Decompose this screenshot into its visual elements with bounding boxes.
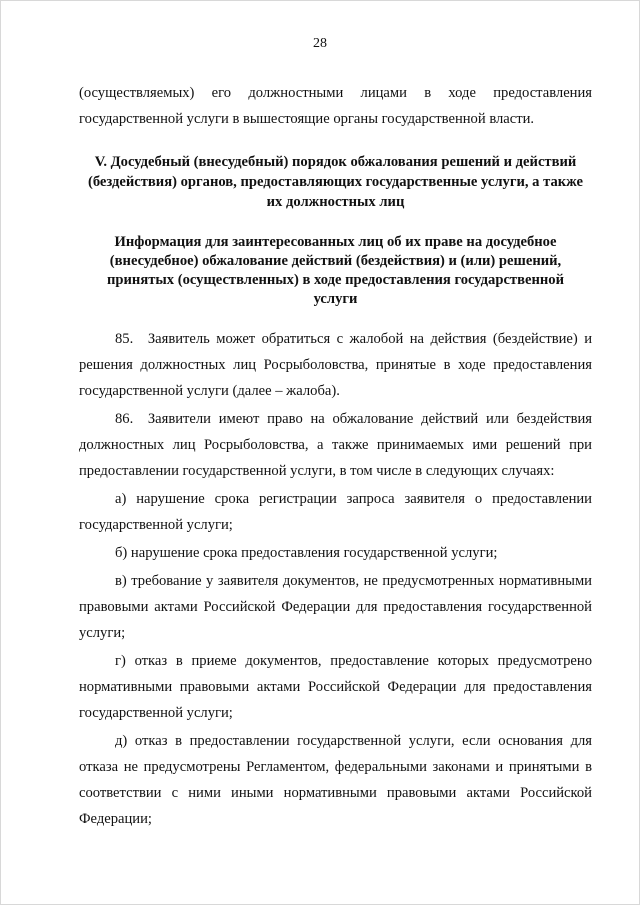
paragraph-85: 85. Заявитель может обратиться с жалобой на действия (бездействие) и решения должностных лиц Росрыболовства, принятые в ходе предоставления государственной услуги (далее – жалоба). xyxy=(79,331,592,399)
paragraph-continuation: (осуществляемых) его должностными лицами в ходе предоставления государственной услуги в вышестоящие органы государственной власти. xyxy=(79,85,592,127)
section-subheading: Информация для заинтересованных лиц об их праве на досудебное (внесудебное) обжалование действий (бездействия) и (или) решений, принятых (осуществленных) в ходе предоставления государственной услуги xyxy=(106,234,564,307)
section-heading: V. Досудебный (внесудебный) порядок обжалования решений и действий (бездействия) органов, предоставляющих государственные услуги, а также их должностных лиц xyxy=(87,154,584,210)
list-item-a: а) нарушение срока регистрации запроса заявителя о предоставлении государственной услуги; xyxy=(79,491,592,533)
page-content xyxy=(79,80,592,832)
paragraph-86: 86. Заявители имеют право на обжалование действий или бездействия должностных лиц Росрыболовства, а также принимаемых ими решений при предоставлении государственной услуги, в том числе в следующих случаях: xyxy=(79,411,592,479)
list-item-g: г) отказ в приеме документов, предоставление которых предусмотрено нормативными правовыми актами Российской Федерации для предоставления государственной услуги; xyxy=(79,653,592,721)
list-item-b: б) нарушение срока предоставления государственной услуги; xyxy=(115,545,498,561)
list-item-v: в) требование у заявителя документов, не предусмотренных нормативными правовыми актами Российской Федерации для предоставления государственной услуги; xyxy=(79,573,592,641)
list-item-d: д) отказ в предоставлении государственной услуги, если основания для отказа не предусмотрены Регламентом, федеральными законами и принятыми в соответствии с ними иными нормативными правовыми актами Российской Федерации; xyxy=(79,733,592,827)
page-number: 28 xyxy=(313,36,327,51)
